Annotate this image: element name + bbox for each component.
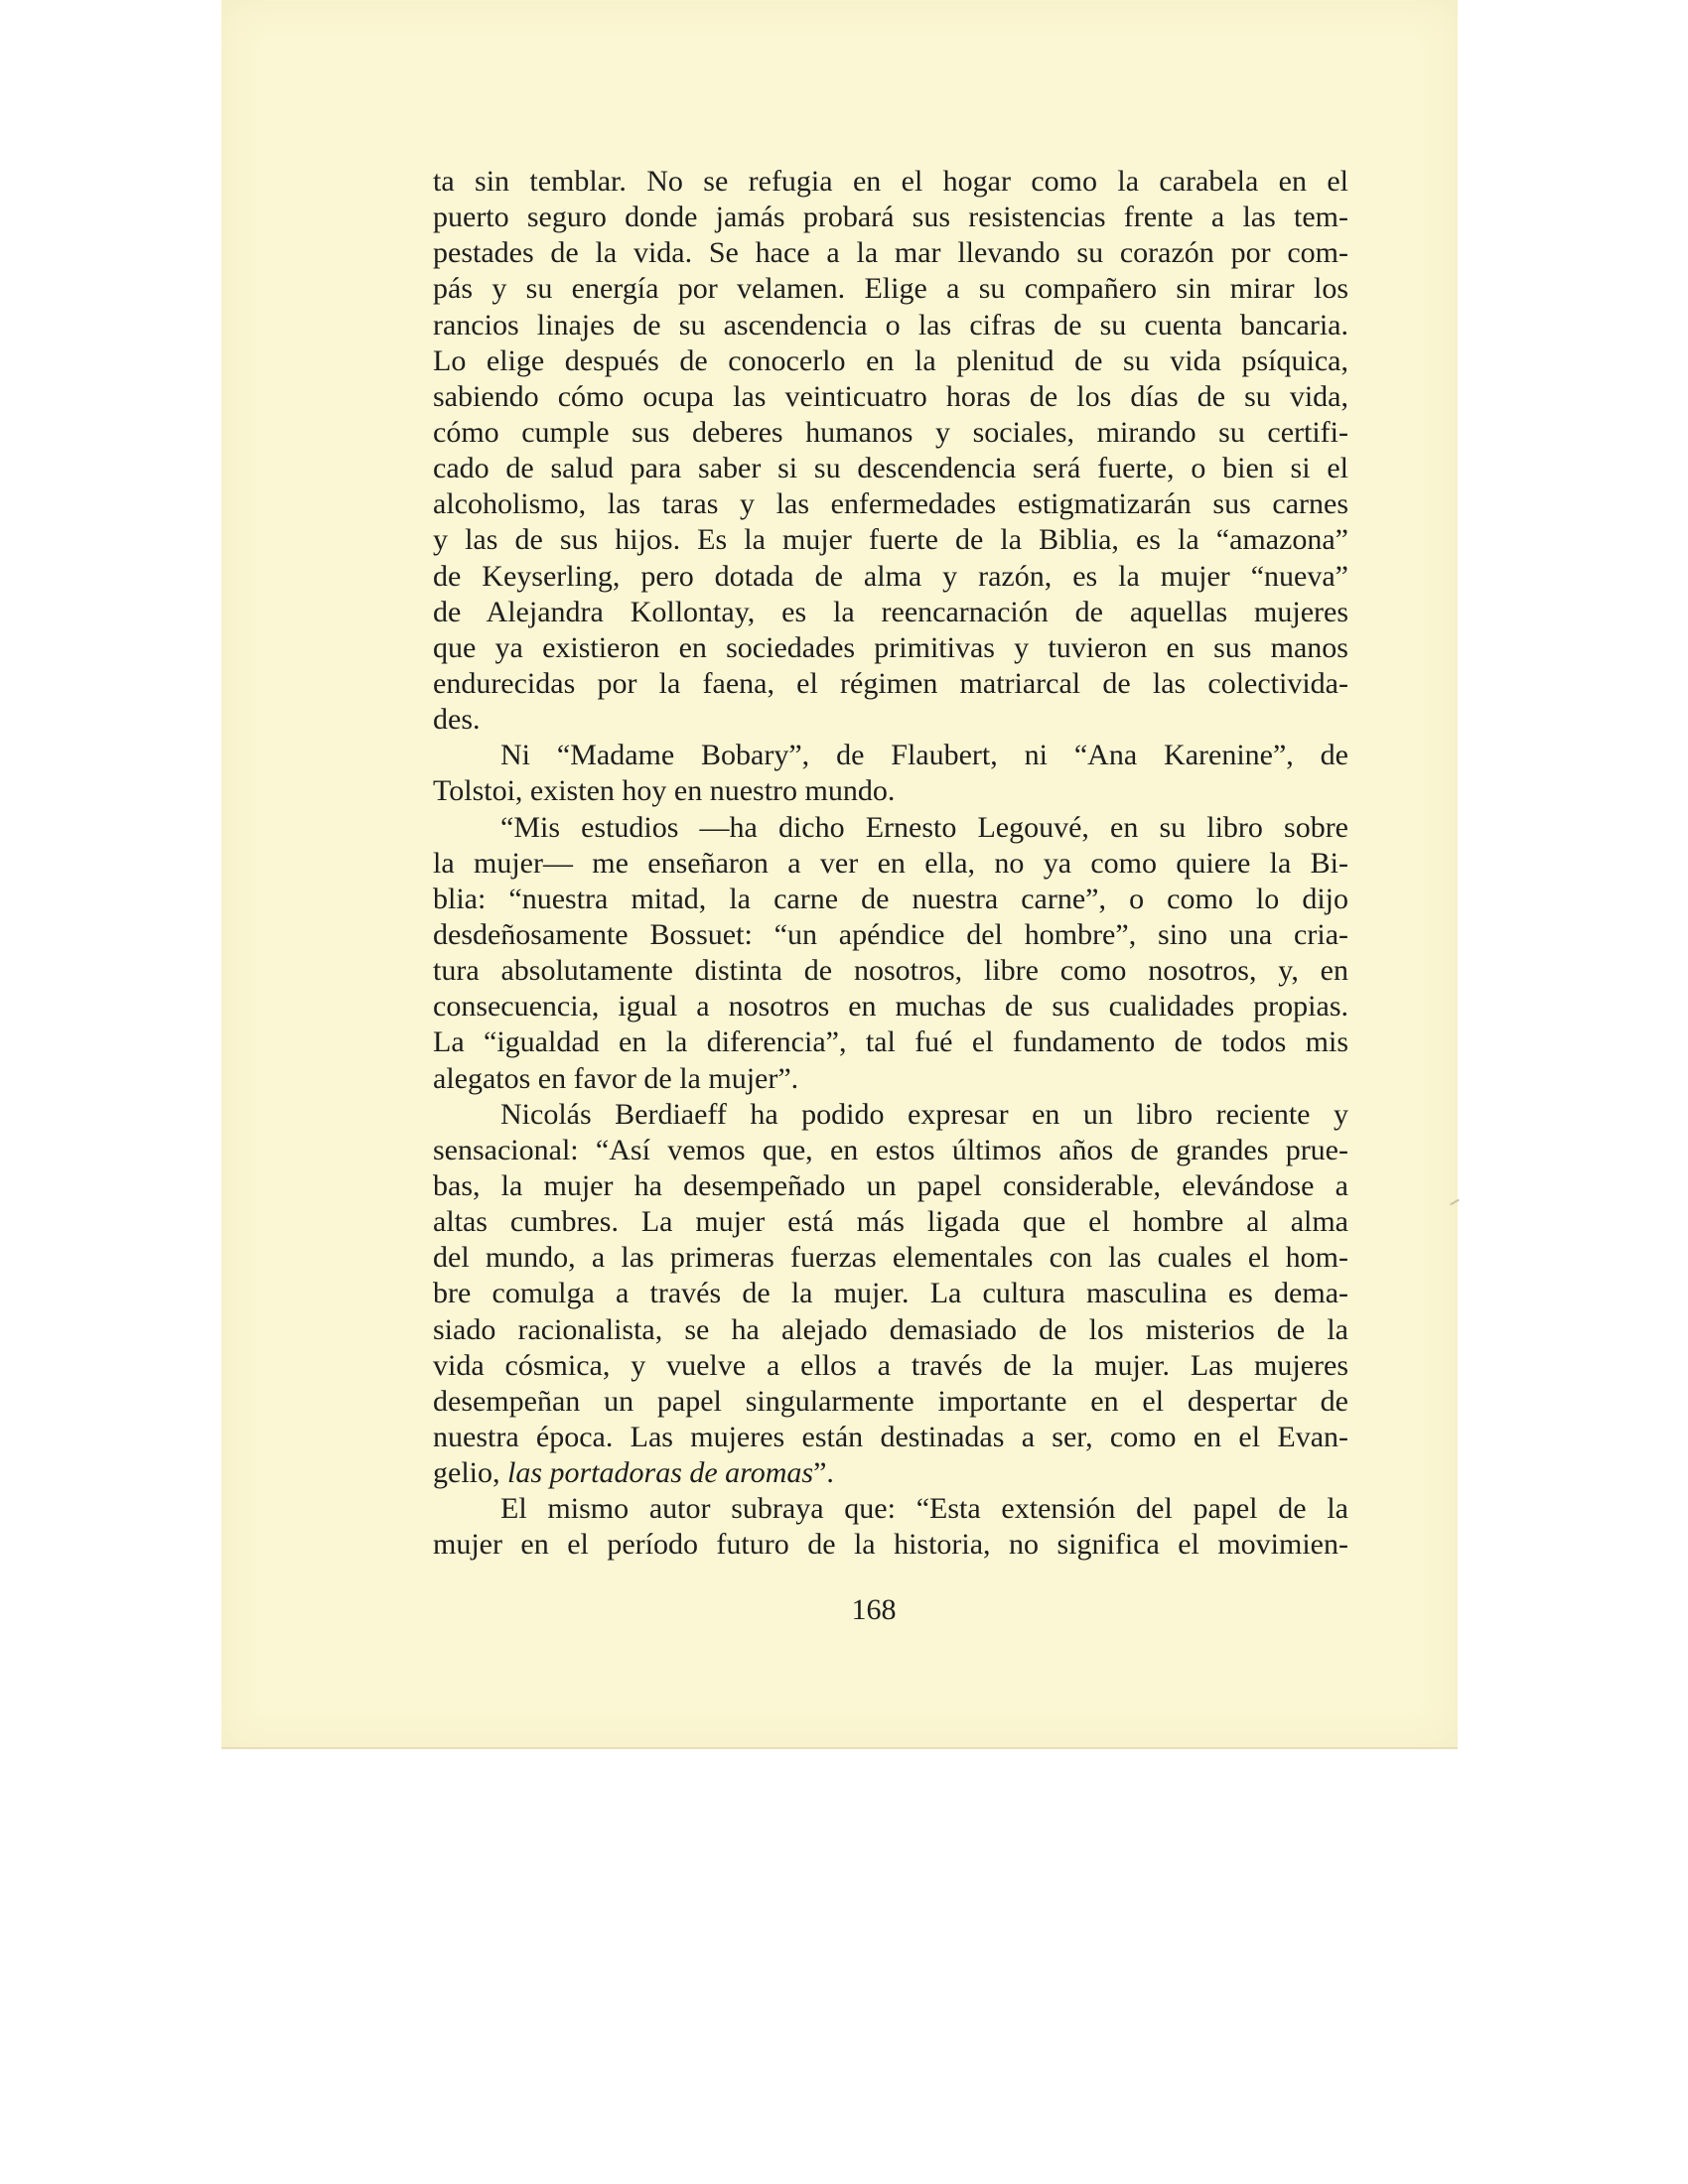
page-number: 168 xyxy=(851,1593,897,1626)
text-line: Lo elige después de conocerlo en la plenitud de su vida psíquica, xyxy=(433,343,1348,377)
text-line: la mujer— me enseñaron a ver en ella, no ya como quiere la Bi- xyxy=(433,846,1348,880)
text-line: de Alejandra Kollontay, es la reencarnación de aquellas mujeres xyxy=(433,595,1348,628)
paragraph-start-line: El mismo autor subraya que: “Esta extensión del papel de la xyxy=(500,1492,1348,1526)
text-line: puerto seguro donde jamás probará sus resistencias frente a las tem- xyxy=(433,201,1348,234)
text-line: alcoholismo, las taras y las enfermedades estigmatizarán sus carnes xyxy=(433,487,1348,521)
text-line: bre comulga a través de la mujer. La cultura masculina es dema- xyxy=(433,1277,1348,1310)
text-line: desdeñosamente Bossuet: “un apéndice del hombre”, sino una cria- xyxy=(433,917,1348,951)
text-line: que ya existieron en sociedades primitivas y tuvieron en sus manos xyxy=(433,630,1348,664)
text-line: endurecidas por la faena, el régimen matriarcal de las colectivida- xyxy=(433,666,1348,700)
text-line: pestades de la vida. Se hace a la mar llevando su corazón por com- xyxy=(433,236,1348,270)
text-line: bas, la mujer ha desempeñado un papel considerable, elevándose a xyxy=(433,1168,1348,1202)
text-line: La “igualdad en la diferencia”, tal fué el fundamento de todos mis xyxy=(433,1025,1348,1059)
closing-quote: ”. xyxy=(813,1456,834,1490)
text-line: cado de salud para saber si su descendencia será fuerte, o bien si el xyxy=(433,452,1348,485)
text-line xyxy=(433,1455,1348,1491)
paragraph-start-line: Ni “Madame Bobary”, de Flaubert, ni “Ana Karenine”, de xyxy=(500,739,1348,772)
text-line: blia: “nuestra mitad, la carne de nuestra carne”, o como lo dijo xyxy=(433,882,1348,915)
page-bottom-edge xyxy=(221,1747,1458,1749)
text-line: vida cósmica, y vuelve a ellos a través de la mujer. Las mujeres xyxy=(433,1348,1348,1382)
line-lead: gelio, xyxy=(433,1456,507,1490)
text-line: alegatos en favor de la mujer”. xyxy=(433,1061,799,1095)
text-line: desempeñan un papel singularmente importante en el despertar de xyxy=(433,1384,1348,1418)
text-line: nuestra época. Las mujeres están destinadas a ser, como en el Evan- xyxy=(433,1420,1348,1453)
text-line: altas cumbres. La mujer está más ligada que el hombre al alma xyxy=(433,1205,1348,1239)
text-line: ta sin temblar. No se refugia en el hogar como la carabela en el xyxy=(433,165,1348,198)
text-line: sabiendo cómo ocupa las veinticuatro horas de los días de su vida, xyxy=(433,379,1348,413)
text-line: y las de sus hijos. Es la mujer fuerte de la Biblia, es la “amazona” xyxy=(433,523,1348,557)
text-line: pás y su energía por velamen. Elige a su compañero sin mirar los xyxy=(433,272,1348,306)
paragraph-start-line: Nicolás Berdiaeff ha podido expresar en un libro reciente y xyxy=(500,1097,1348,1131)
text-line: cómo cumple sus deberes humanos y sociales, mirando su certifi- xyxy=(433,415,1348,449)
text-line: Tolstoi, existen hoy en nuestro mundo. xyxy=(433,774,896,808)
text-line: de Keyserling, pero dotada de alma y razón, es la mujer “nueva” xyxy=(433,559,1348,593)
text-line: del mundo, a las primeras fuerzas elementales con las cuales el hom- xyxy=(433,1241,1348,1275)
body-text xyxy=(433,164,1348,1563)
text-line: mujer en el período futuro de la historia, no significa el movimien- xyxy=(433,1528,1348,1562)
text-line: sensacional: “Así vemos que, en estos últimos años de grandes prue- xyxy=(433,1133,1348,1166)
text-line: consecuencia, igual a nosotros en muchas de sus cualidades propias. xyxy=(433,990,1348,1024)
text-line: rancios linajes de su ascendencia o las cifras de su cuenta bancaria. xyxy=(433,308,1348,341)
text-line: tura absolutamente distinta de nosotros, libre como nosotros, y, en xyxy=(433,954,1348,988)
italic-phrase: las portadoras de aromas xyxy=(507,1456,814,1490)
text-line: des. xyxy=(433,703,481,737)
paragraph-start-line: “Mis estudios —ha dicho Ernesto Legouvé, en su libro sobre xyxy=(500,810,1348,844)
text-line: siado racionalista, se ha alejado demasiado de los misterios de la xyxy=(433,1312,1348,1346)
